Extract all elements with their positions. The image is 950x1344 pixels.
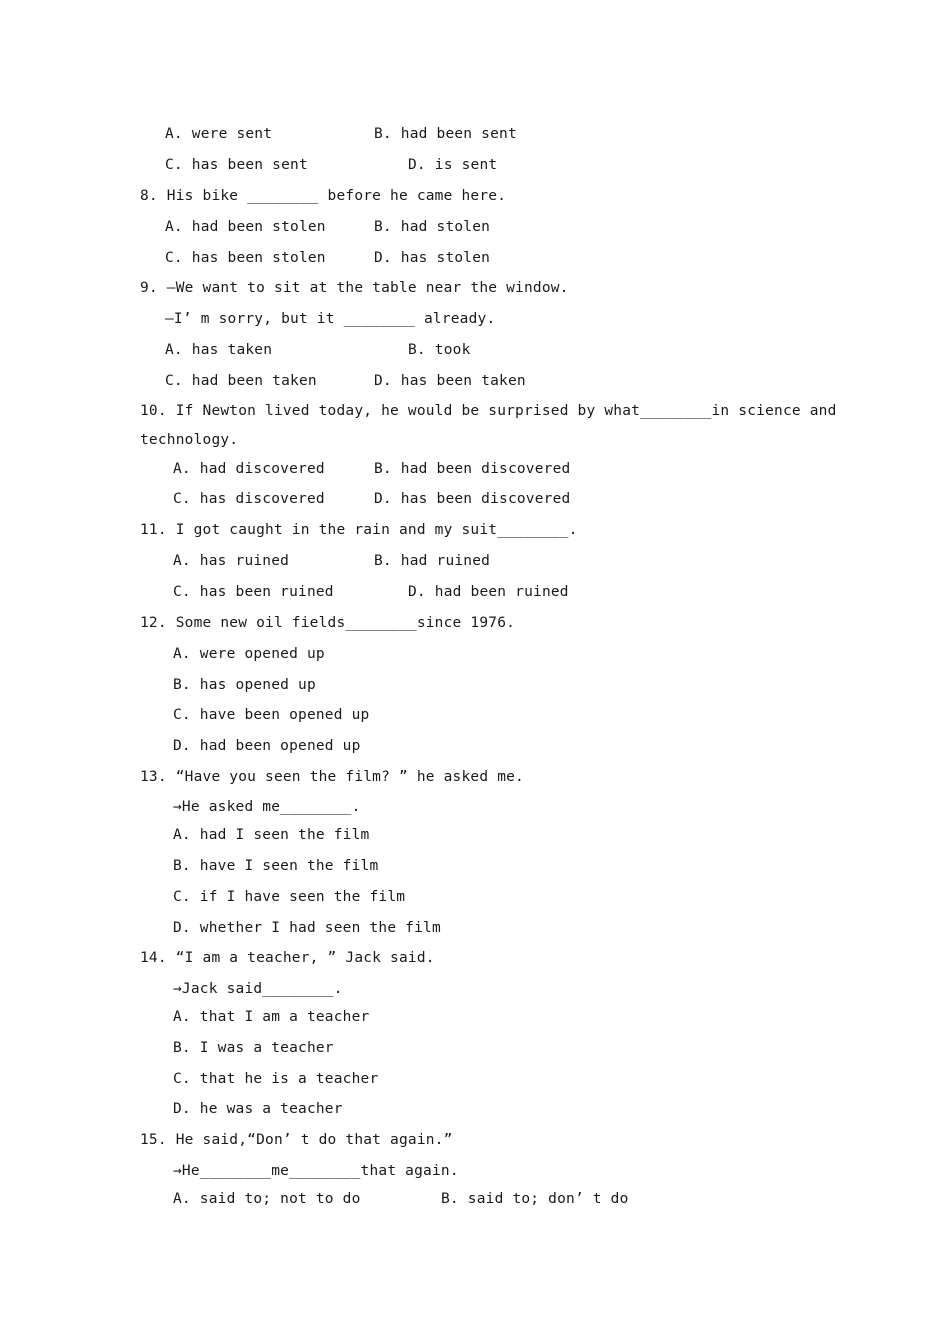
q10-stem: 10. If Newton lived today, he would be surprised by what________in science and [140,403,837,419]
q8-option-c: C. has been stolen [165,250,326,266]
q14-transform: →Jack said________. [173,981,343,997]
q10-option-c: C. has discovered [173,491,325,507]
q14-option-a: A. that I am a teacher [173,1009,370,1025]
q9-reply: —I’ m sorry, but it ________ already. [165,311,496,327]
q11-option-d: D. had been ruined [408,584,569,600]
q12-option-d: D. had been opened up [173,738,361,754]
q11-option-b: B. had ruined [374,553,491,569]
q9-stem: 9. —We want to sit at the table near the window. [140,280,569,296]
q7-option-c: C. has been sent [165,157,308,173]
q9-option-c: C. had been taken [165,373,317,389]
q8-option-b: B. had stolen [374,219,491,235]
q12-option-b: B. has opened up [173,677,316,693]
q10-option-a: A. had discovered [173,461,325,477]
q14-stem: 14. “I am a teacher, ” Jack said. [140,950,435,966]
q7-option-b: B. had been sent [374,126,517,142]
q8-option-d: D. has stolen [374,250,491,266]
q10-option-b: B. had been discovered [374,461,571,477]
q11-stem: 11. I got caught in the rain and my suit________. [140,522,578,538]
q13-option-c: C. if I have seen the film [173,889,406,905]
q15-stem: 15. He said,“Don’ t do that again.” [140,1132,453,1148]
q14-option-c: C. that he is a teacher [173,1071,379,1087]
q11-option-a: A. has ruined [173,553,290,569]
q12-option-c: C. have been opened up [173,707,370,723]
q15-option-a: A. said to; not to do [173,1191,361,1207]
q12-stem: 12. Some new oil fields________since 1976. [140,615,516,631]
q9-option-d: D. has been taken [374,373,526,389]
q14-option-d: D. he was a teacher [173,1101,343,1117]
q8-stem: 8. His bike ________ before he came here. [140,188,507,204]
q13-transform: →He asked me________. [173,799,361,815]
q15-transform: →He________me________that again. [173,1163,459,1179]
q8-option-a: A. had been stolen [165,219,326,235]
q13-stem: 13. “Have you seen the film? ” he asked me. [140,769,524,785]
q9-option-a: A. has taken [165,342,273,358]
q7-option-d: D. is sent [408,157,498,173]
q15-option-b: B. said to; don’ t do [441,1191,629,1207]
q7-option-a: A. were sent [165,126,273,142]
q13-option-b: B. have I seen the film [173,858,379,874]
q10-option-d: D. has been discovered [374,491,571,507]
q13-option-a: A. had I seen the film [173,827,370,843]
q14-option-b: B. I was a teacher [173,1040,334,1056]
q9-option-b: B. took [408,342,471,358]
q12-option-a: A. were opened up [173,646,325,662]
q11-option-c: C. has been ruined [173,584,334,600]
q10-stem-continued: technology. [140,432,239,448]
q13-option-d: D. whether I had seen the film [173,920,441,936]
